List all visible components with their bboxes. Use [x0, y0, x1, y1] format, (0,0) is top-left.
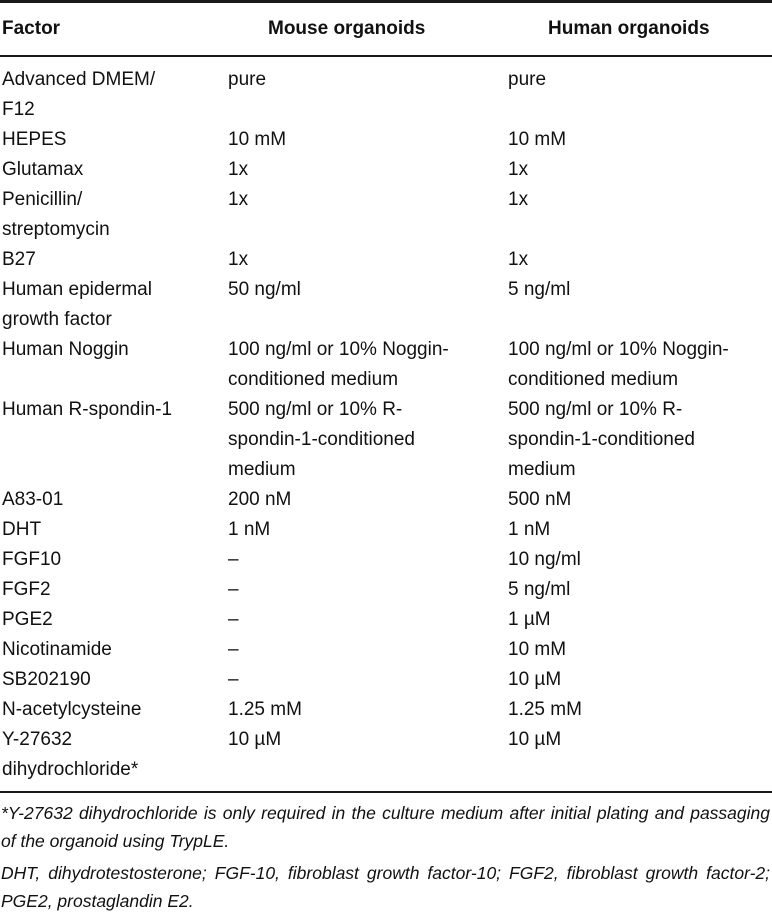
human-value-cell: 5 ng/ml — [508, 579, 571, 600]
mouse-value-cell: 50 ng/ml — [228, 279, 301, 300]
footnote: DHT, dihydrotestosterone; FGF-10, fibroblast growth factor-10; FGF2, fibroblast growth factor-2; PGE2, prostaglandin E2. — [1, 863, 770, 911]
mouse-value-cell: 500 ng/ml or 10% R- spondin-1-conditioned medium — [228, 399, 415, 480]
factor-cell: HEPES — [2, 129, 67, 150]
table-row — [0, 665, 772, 695]
factor-cell: Human Noggin — [2, 339, 129, 360]
table-row — [0, 515, 772, 545]
human-value-cell: 1 nM — [508, 519, 551, 540]
factor-cell: FGF10 — [2, 549, 62, 570]
table-row — [0, 185, 772, 245]
human-value-cell: 1x — [508, 159, 529, 180]
mouse-value-cell: 1x — [228, 249, 249, 270]
table-row — [0, 245, 772, 275]
factor-cell: PGE2 — [2, 609, 53, 630]
factor-cell: Human epidermal growth factor — [2, 279, 152, 330]
factor-cell: Penicillin/ streptomycin — [2, 189, 110, 240]
table-row — [0, 65, 772, 125]
factor-cell: N-acetylcysteine — [2, 699, 142, 720]
human-value-cell: 500 nM — [508, 489, 572, 510]
table-row — [0, 695, 772, 725]
table-body — [0, 57, 772, 785]
human-value-cell: pure — [508, 69, 547, 90]
mouse-value-cell: 10 µM — [228, 729, 282, 750]
human-value-cell: 10 µM — [508, 669, 562, 690]
table-row — [0, 395, 772, 485]
human-value-cell: 10 ng/ml — [508, 549, 581, 570]
human-value-cell: 10 mM — [508, 639, 567, 660]
factor-cell: Advanced DMEM/ F12 — [2, 69, 156, 120]
mouse-value-cell: 10 mM — [228, 129, 287, 150]
factor-cell: A83-01 — [2, 489, 64, 510]
human-value-cell: 5 ng/ml — [508, 279, 571, 300]
table-row — [0, 575, 772, 605]
mouse-value-cell: – — [228, 549, 239, 570]
human-value-cell: 100 ng/ml or 10% Noggin- conditioned medium — [508, 339, 729, 390]
mouse-value-cell: 1 nM — [228, 519, 271, 540]
table-row — [0, 155, 772, 185]
table-row — [0, 275, 772, 335]
table-footnotes — [0, 793, 772, 915]
table-row — [0, 605, 772, 635]
mouse-value-cell: 1x — [228, 189, 249, 210]
factor-cell: Nicotinamide — [2, 639, 112, 660]
mouse-value-cell: pure — [228, 69, 267, 90]
mouse-value-cell: – — [228, 639, 239, 660]
table-row — [0, 635, 772, 665]
factor-cell: DHT — [2, 519, 42, 540]
human-value-cell: 1x — [508, 189, 529, 210]
table-row — [0, 545, 772, 575]
mouse-value-cell: 200 nM — [228, 489, 292, 510]
table-row — [0, 335, 772, 395]
mouse-value-cell: – — [228, 669, 239, 690]
factor-cell: Y-27632 dihydrochloride* — [2, 729, 139, 780]
factor-cell: Human R-spondin-1 — [2, 399, 173, 420]
table-header-row — [0, 3, 772, 55]
mouse-value-cell: – — [228, 579, 239, 600]
factor-cell: B27 — [2, 249, 36, 270]
factor-cell: Glutamax — [2, 159, 84, 180]
footnote: *Y-27632 dihydrochloride is only required in the culture medium after initial plating and passaging of the organoid using TrypLE. — [1, 803, 770, 851]
table-row — [0, 725, 772, 785]
human-value-cell: 1.25 mM — [508, 699, 582, 720]
mouse-value-cell: 1.25 mM — [228, 699, 302, 720]
human-value-cell: 10 mM — [508, 129, 567, 150]
mouse-value-cell: 1x — [228, 159, 249, 180]
human-value-cell: 1x — [508, 249, 529, 270]
table-row — [0, 125, 772, 155]
header-factor: Factor — [2, 18, 61, 39]
human-value-cell: 500 ng/ml or 10% R- spondin-1-conditioned medium — [508, 399, 695, 480]
mouse-value-cell: – — [228, 609, 239, 630]
factor-cell: SB202190 — [2, 669, 91, 690]
header-human-organoids: Human organoids — [548, 18, 710, 39]
factor-cell: FGF2 — [2, 579, 51, 600]
table-row — [0, 485, 772, 515]
human-value-cell: 1 µM — [508, 609, 551, 630]
mouse-value-cell: 100 ng/ml or 10% Noggin- conditioned medium — [228, 339, 449, 390]
human-value-cell: 10 µM — [508, 729, 562, 750]
header-mouse-organoids: Mouse organoids — [268, 18, 426, 39]
